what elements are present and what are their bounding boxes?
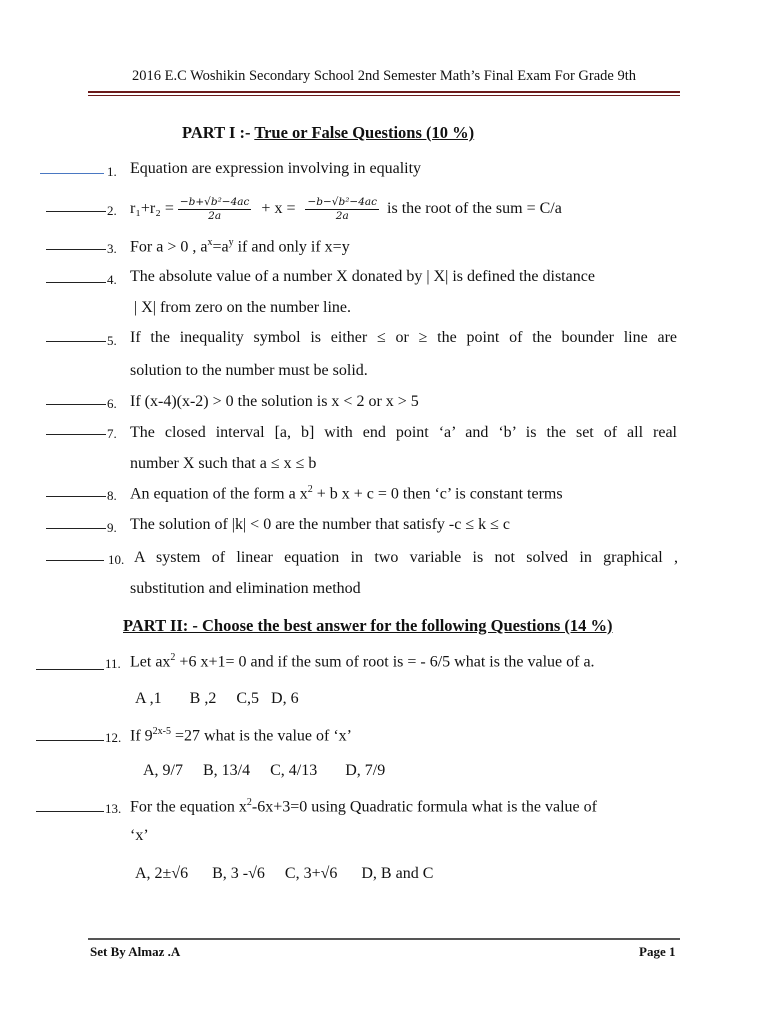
q2-frac2-numerator: −b−√b²−4ac <box>307 196 378 209</box>
question-10-line-2: substitution and elimination method <box>130 580 361 597</box>
q13-pre: For the equation x <box>130 798 247 816</box>
q2-fraction-2 <box>305 196 379 221</box>
q3-pre: For a > 0 , a <box>130 238 208 256</box>
part2-title <box>123 616 613 636</box>
question-number-10: 10. <box>108 552 125 567</box>
q3-mid: =a <box>212 238 229 256</box>
question-number-2: 2. <box>107 203 117 218</box>
header-rule <box>88 91 680 93</box>
q8-exp: 2 <box>307 484 313 495</box>
answer-blank-8[interactable] <box>46 496 106 497</box>
question-4-line-1: The absolute value of a number X donated by | X| is defined the distance <box>130 268 595 285</box>
part1-title <box>182 123 474 143</box>
q12-post: =27 what is the value of ‘x’ <box>171 727 352 745</box>
q11-post: +6 x+1= 0 and if the sum of root is = - 6/5 what is the value of a. <box>175 653 595 671</box>
question-12-options: A, 9/7 B, 13/4 C, 4/13 D, 7/9 <box>143 762 386 779</box>
q2-frac1-denominator: 2a <box>208 209 222 222</box>
answer-blank-10[interactable] <box>46 560 104 561</box>
q2-frac2-denominator: 2a <box>335 209 349 222</box>
q2-plus-x: + x = <box>261 200 296 217</box>
q13-post: -6x+3=0 using Quadratic formula what is the value of <box>251 798 597 816</box>
question-12-text <box>130 726 352 745</box>
question-13-line-2: ‘x’ <box>130 827 149 844</box>
answer-blank-11[interactable] <box>36 669 104 670</box>
q8-pre: An equation of the form a x <box>130 485 308 503</box>
q3-post: if and only if x=y <box>233 238 350 256</box>
question-number-8: 8. <box>107 488 117 503</box>
q8-post: + b x + c = 0 then ‘c’ is constant terms <box>312 485 563 503</box>
q13-exp: 2 <box>246 797 252 808</box>
question-3-text <box>130 237 350 256</box>
question-7-line-1: The closed interval [a, b] with end point ‘a’ and ‘b’ is the set of all real <box>130 424 677 441</box>
answer-blank-5[interactable] <box>46 341 106 342</box>
answer-blank-13[interactable] <box>36 811 104 812</box>
question-11-text <box>130 652 595 671</box>
part2-heading: PART II: - Choose the best answer for the following Questions (14 %) <box>123 616 613 635</box>
question-2-text <box>130 191 562 227</box>
question-number-5: 5. <box>107 333 117 348</box>
question-13-options: A, 2±√6 B, 3 -√6 C, 3+√6 D, B and C <box>135 865 434 882</box>
q2-sum-roots: r₁+r₂ = <box>130 200 174 217</box>
footer-page-number: Page 1 <box>639 944 676 959</box>
footer-author: Set By Almaz .A <box>90 944 181 959</box>
question-number-12: 12. <box>105 730 122 745</box>
question-1-text: Equation are expression involving in equality <box>130 160 422 177</box>
answer-blank-1[interactable] <box>40 173 104 174</box>
footer-rule <box>88 938 680 940</box>
question-13-text <box>130 797 597 816</box>
q2-statement: is the root of the sum = C/a <box>387 200 562 217</box>
answer-blank-12[interactable] <box>36 740 104 741</box>
part1-heading: True or False Questions (10 %) <box>254 123 475 142</box>
question-number-6: 6. <box>107 396 117 411</box>
q2-fraction-1 <box>178 196 252 221</box>
answer-blank-2[interactable] <box>46 211 106 212</box>
question-number-11: 11. <box>105 656 121 671</box>
part1-label: PART I :- <box>182 123 255 142</box>
question-number-13: 13. <box>105 801 122 816</box>
question-5-line-2: solution to the number must be solid. <box>130 362 368 379</box>
question-10-line-1: A system of linear equation in two variable is not solved in graphical , <box>134 549 678 566</box>
q12-pre: If 9 <box>130 727 153 745</box>
question-number-4: 4. <box>107 272 117 287</box>
q3-exp-y: y <box>228 237 234 248</box>
question-number-1: 1. <box>107 164 117 179</box>
question-6-text: If (x-4)(x-2) > 0 the solution is x < 2 or x > 5 <box>130 393 419 410</box>
question-11-options: A ,1 B ,2 C,5 D, 6 <box>135 690 299 707</box>
question-number-3: 3. <box>107 241 117 256</box>
answer-blank-3[interactable] <box>46 249 106 250</box>
q3-exp-x: x <box>207 237 213 248</box>
answer-blank-4[interactable] <box>46 282 106 283</box>
exam-header: 2016 E.C Woshikin Secondary School 2nd Semester Math’s Final Exam For Grade 9th <box>132 68 636 84</box>
q12-exp: 2x-5 <box>152 726 171 737</box>
question-5-line-1: If the inequality symbol is either ≤ or ≥ the point of the bounder line are <box>130 329 677 346</box>
answer-blank-6[interactable] <box>46 404 106 405</box>
question-number-9: 9. <box>107 520 117 535</box>
question-9-text: The solution of |k| < 0 are the number that satisfy -c ≤ k ≤ c <box>130 516 511 533</box>
answer-blank-7[interactable] <box>46 434 106 435</box>
q11-exp: 2 <box>170 652 176 663</box>
q2-frac1-numerator: −b+√b²−4ac <box>179 196 250 209</box>
question-7-line-2: number X such that a ≤ x ≤ b <box>130 455 317 472</box>
question-number-7: 7. <box>107 426 117 441</box>
q11-pre: Let ax <box>130 653 171 671</box>
header-rule-thin <box>88 95 680 96</box>
question-8-text <box>130 484 563 503</box>
answer-blank-9[interactable] <box>46 528 106 529</box>
question-4-line-2: | X| from zero on the number line. <box>134 299 352 316</box>
